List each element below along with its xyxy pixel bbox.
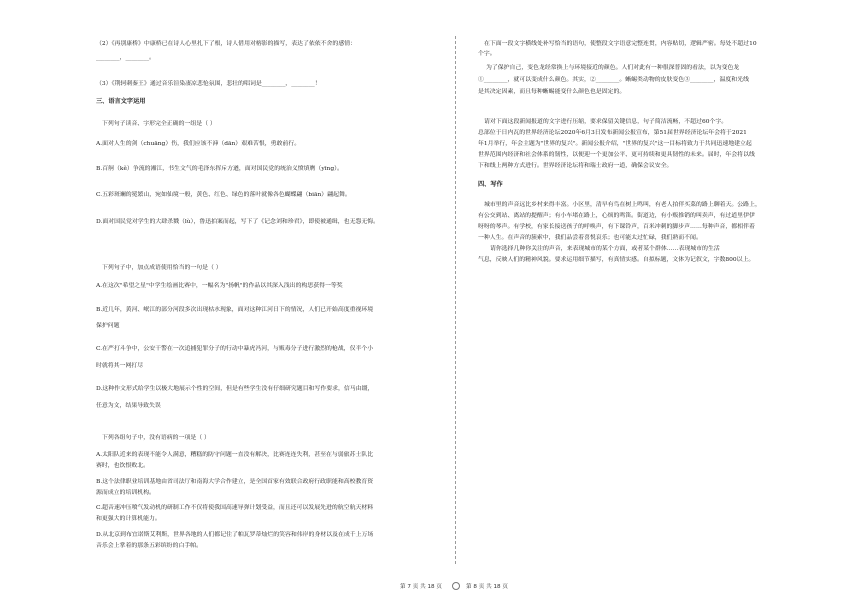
- option-d: D.这种作文形式给学生以极大地展示个性的空间，但是有些学生没有仔细研究题目和写作要求，信马由缰，: [96, 386, 374, 392]
- option-a-cont: 赛时，也饮恨败北。: [96, 463, 150, 469]
- section-heading: 四、写作: [478, 181, 503, 188]
- option-b: B.这个法律职业培训基地由省司法厅和南海大学合作建立，是全国首家有效联合政府行政职能和高校教育资: [96, 479, 374, 485]
- circle-icon: [452, 582, 460, 590]
- question-text: 在下面一段文字横线处补写恰当的语句，使整段文字语意完整连贯，内容贴切，逻辑严密。每处不超过10: [484, 41, 757, 47]
- option-a: A.面对人生的剑（chuāng）伤，我们应该不渖（dān）艰难苦恨，勇敢前行。: [96, 141, 301, 147]
- question-text: 请对下面这段新闻报道的文字进行压缩，要求保留关键信息，句子简洁流畅，不超过60个字。: [484, 119, 728, 125]
- prompt-line: 呀呀的琴声。有学校，有家长接送孩子的呼唤声，有下课铃声，百米冲刺的脚步声……每种声音，都相伴着: [478, 224, 755, 230]
- option-d: D.面对国民党对学生的大肆杀戮（lù），鲁迅拍案而起，写下了《记念刘和珍君》，即使被通缉，也无怨无悔。: [96, 219, 380, 225]
- option-b-cont: 源而成立的培训机构。: [96, 490, 155, 496]
- passage-line: 是其决定因素，而且每种蜥蜴能变什么颜色也是固定的。: [478, 89, 626, 95]
- question-stem: 下列各组句子中，没有语病的一项是（ ）: [102, 435, 210, 441]
- passage-line: ①________，就可以变成什么颜色。其实，②________。蜥蜴类动物的皮肤变色③________，温度和光线: [478, 77, 749, 83]
- news-line: 总部位于日内瓦的世界经济论坛2020年6月3日发布新闻公报宣布，第51届世界经济论坛年会将于2021: [478, 130, 747, 136]
- right-page: [478, 0, 828, 608]
- left-page: [96, 0, 432, 608]
- option-b: B.近几年，黄河、岷江的部分河段多次出现枯水现象，面对这种江河日下的情况，人们已开始高度重视环境: [96, 307, 374, 313]
- question-text: （3）《荆轲刺秦王》通过音乐渲染凄凉悲怆氛围，悲壮的唱词是________，________！: [96, 81, 321, 87]
- option-c: C.在严打斗争中，公安干警在一次追捕犯罪分子的行动中暴虎冯河，与贩毒分子进行激烈的枪战，仅半个小: [96, 346, 374, 352]
- option-b-cont: 保护问题: [96, 323, 120, 329]
- section-heading: 三、语言文字运用: [96, 98, 146, 105]
- passage-line: 为了保护自己，变色龙经常换上与环境接近的颜色。人们对此有一种很深普固的看法，以为变色龙: [486, 65, 740, 71]
- option-d: D.从北京到布宜诺斯艾利斯，世界各地的人们都记住了帕瓦罗蒂灿烂的笑容和伟岸的身材以及在成千上万场: [96, 532, 374, 538]
- option-c: C.五彩斑斓的冕繁山，宛如仙境一般，黄色、红色、绿色的落叶就像各色蝴蝶翩（biān）翩起舞。: [96, 192, 351, 198]
- page-divider: [455, 36, 456, 564]
- question-stem: 下列句子中，加点成语使用恰当的一句是（ ）: [102, 265, 222, 271]
- option-a: A.太阳队近来的表现不能令人满意，糟糕的防守问题一直没有解决，比赛连连失利，甚至在与弱旅苏士队比: [96, 452, 374, 458]
- option-d-cont: 任意为文，结果导致失误: [96, 403, 161, 409]
- answer-blanks: ________，________。: [96, 55, 155, 61]
- option-d-cont: 音乐会上掌着的那条五彩缤纷的白手帕。: [96, 543, 203, 549]
- option-c-cont: 和更强大的计算机能力。: [96, 516, 161, 522]
- news-line: 下和线上两种方式进行。世界经济论坛将和瑞士政府一道，确保会议安全。: [478, 163, 673, 169]
- news-line: 世界范围内经济和社会体系的韧性，以便迎一个更加公平、更可持续和更具韧性的未来。届时，年会将以线: [478, 152, 755, 158]
- option-b: B.百舸（kě）争流的湘江，书生文气的毛泽东挥斥方遒，面对国民党的统治义愤填膺（yīng）。: [96, 166, 343, 172]
- option-c: C.超音速冲压喷气发动机的研制工作不仅将使我国高速导弹计划受益，而且还可以发展先进的航空航天材料: [96, 505, 374, 511]
- question-text: （2）《再别康桥》中康桥已在诗人心里扎下了根，诗人借用对榕影的描写，表达了依依不舍的感情：: [96, 41, 356, 47]
- prompt-line: 一种人生。在声音的簇索中，我们品尝着喜悦哀乐；也可能太过忙碌，我们熟而不闻。: [478, 235, 702, 241]
- prompt-line: 请你选择几种你关注的声音，来表现城市的某个方面，或者某个群体……表现城市的生活: [490, 246, 720, 252]
- prompt-line: 城市里的声音远比乡村来得丰富。小区里，清早有鸟在树上鸣叫，有老人拍伴买菜的路上聊着天。公路上，: [484, 202, 761, 208]
- page-number-right: 第 8 页 共 18 页: [466, 584, 508, 590]
- page-number-left: 第 7 页 共 18 页: [400, 584, 442, 590]
- option-c-cont: 时就将其一网打尽: [96, 363, 144, 369]
- option-a: A.在这次"希望之星"中学生绘画比赛中，一幅名为"扬帆"的作品以其深入浅出的构思获得一等奖: [96, 283, 343, 289]
- prompt-line: 有公交到站、离站的提醒声；有小车堵在路上，心烦的鸣笛。街道边，有小贩推销的叫卖声，有过道里伊伊: [478, 213, 755, 219]
- news-line: 年1月举行，年会主题为"世界的复兴"。新闻公报介绍，"世界的复兴"这一目标将致力于共同迅速地建立起: [478, 141, 752, 147]
- question-stem: 下列句子读音、字形完全正确的一组是（ ）: [102, 121, 216, 127]
- prompt-line: 气息，反映人们的精神风貌。要求运用细节描写，有真情实感。自拟标题，文体为记叙文，字数800以上。: [478, 257, 755, 263]
- question-text-cont: 个字。: [478, 51, 496, 57]
